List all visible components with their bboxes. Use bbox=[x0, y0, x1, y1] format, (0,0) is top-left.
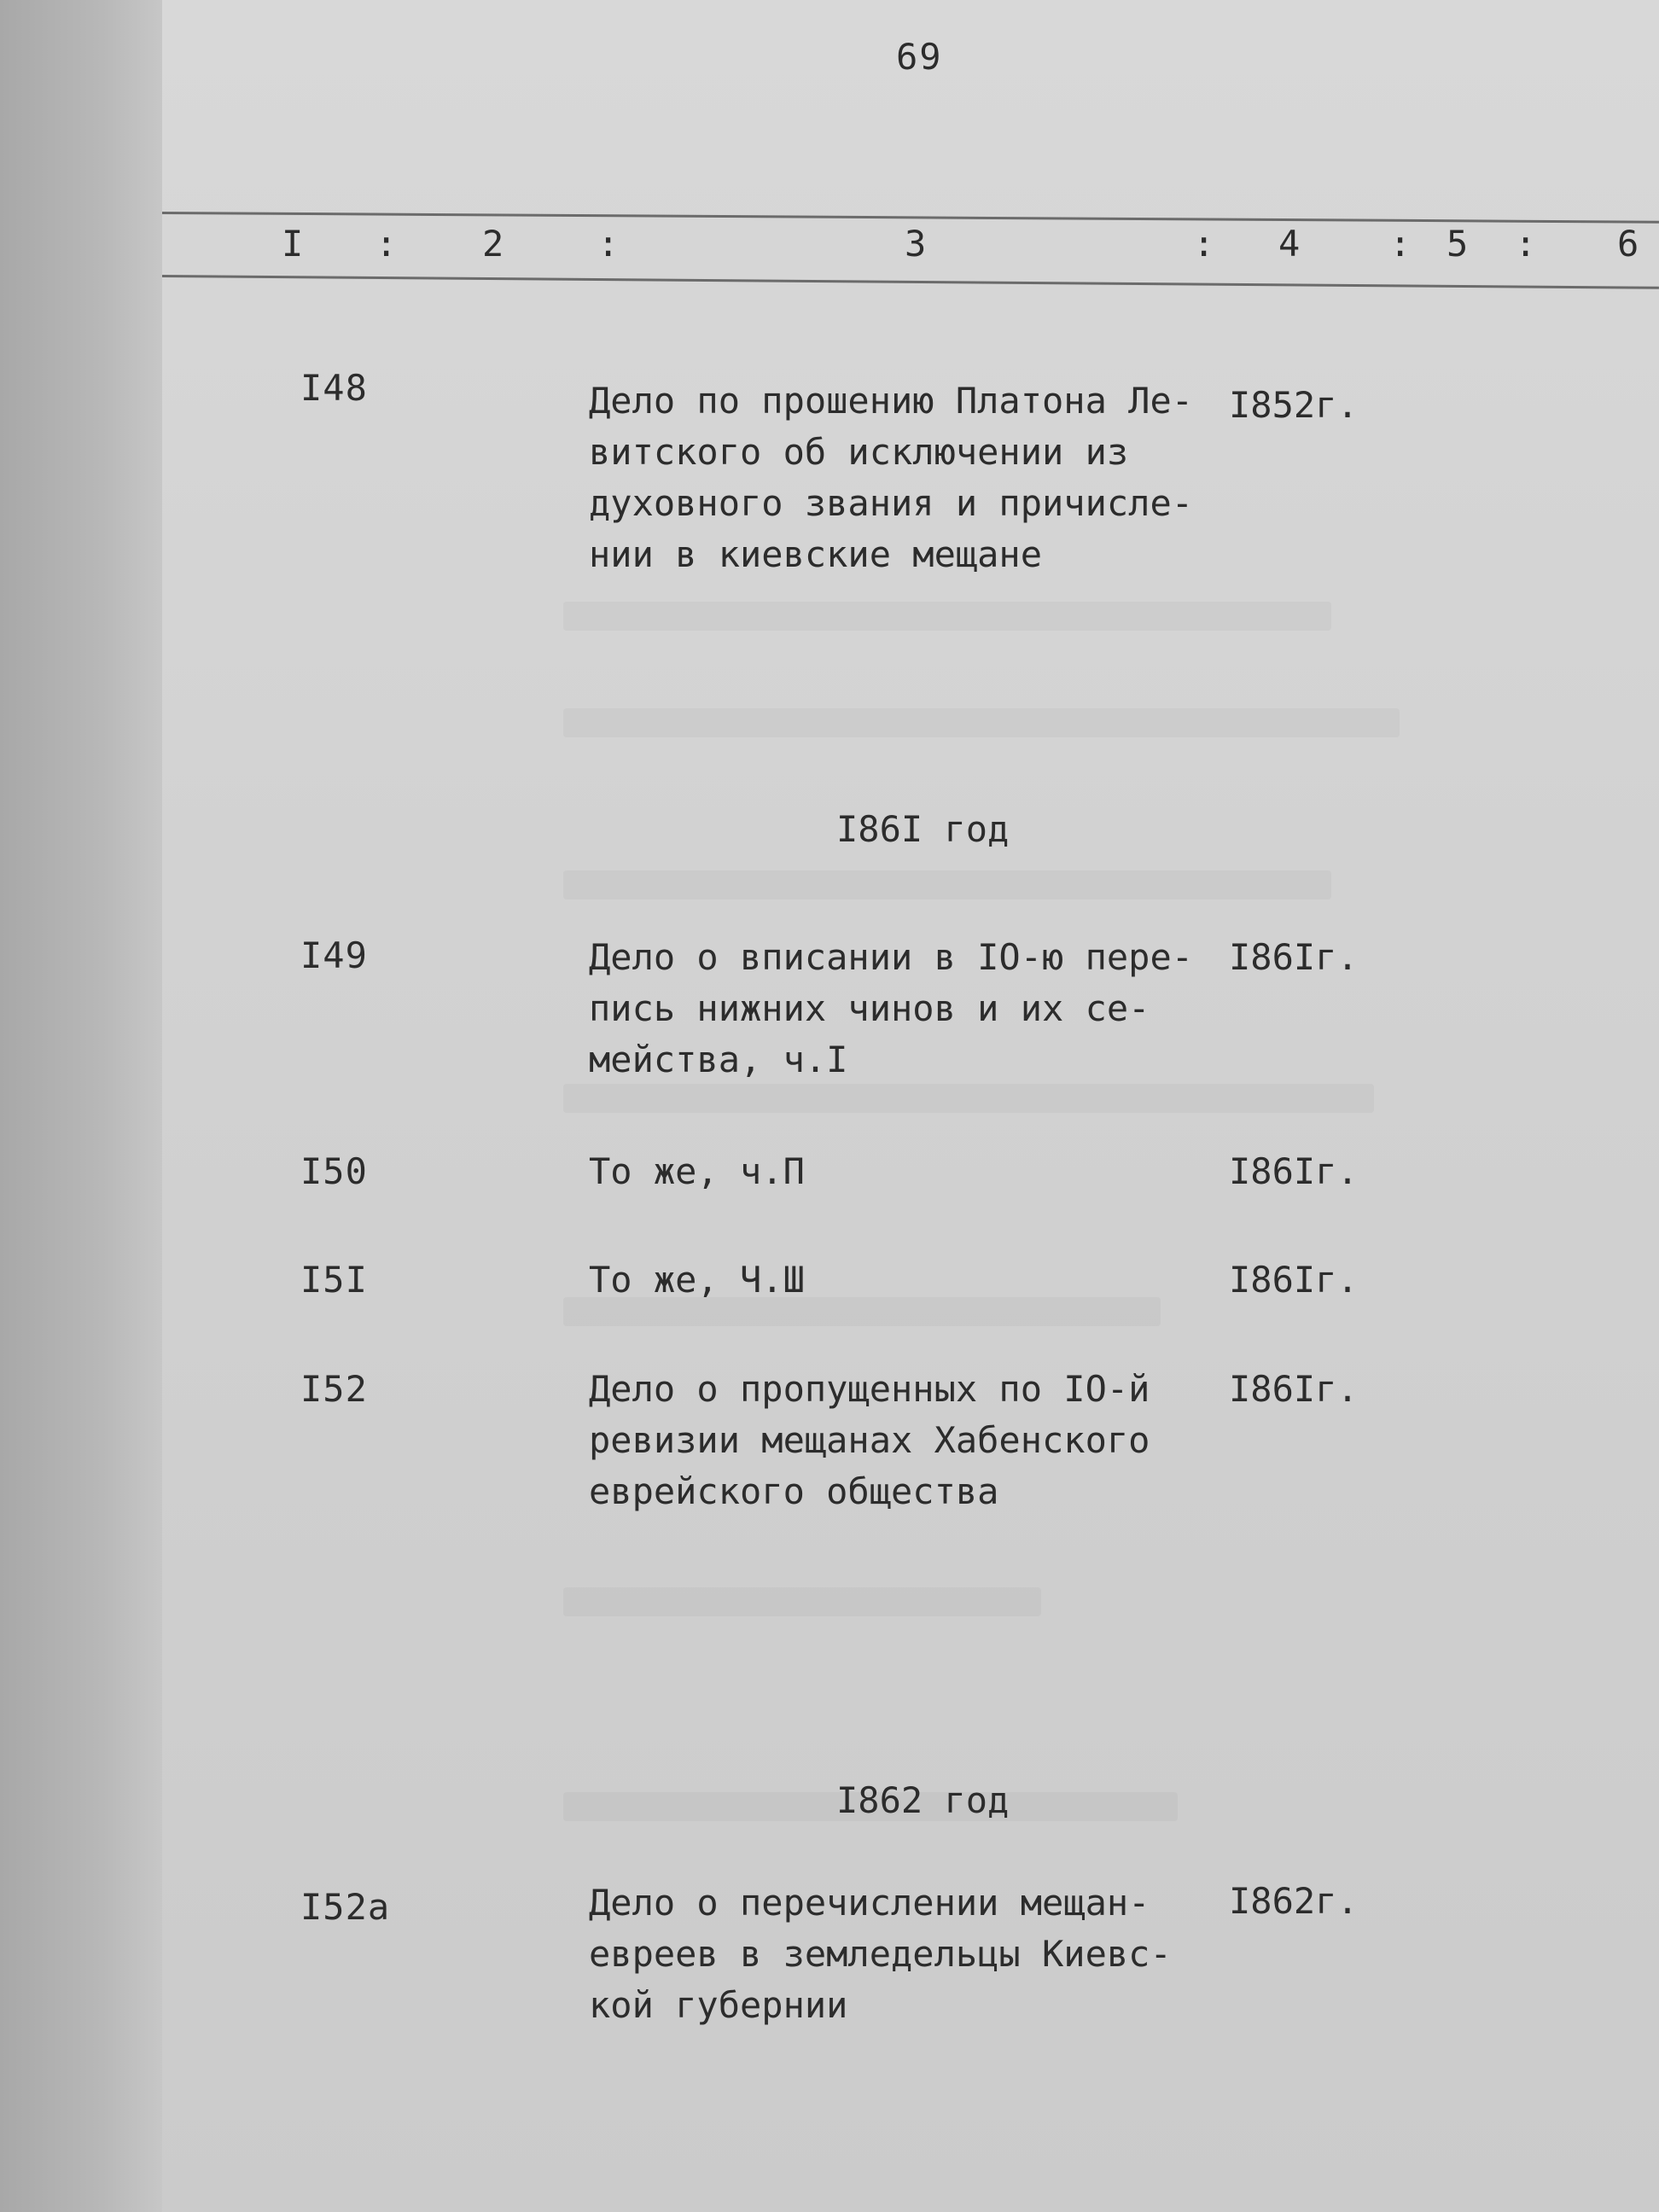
entry-date: I86Iг. bbox=[1229, 1259, 1359, 1301]
entry-date: I86Iг. bbox=[1229, 1150, 1359, 1192]
bleed-through bbox=[563, 1587, 1041, 1616]
bleed-through bbox=[563, 602, 1331, 631]
column-header-2: 2 bbox=[482, 223, 504, 265]
year-heading: I86I год bbox=[836, 808, 1010, 850]
entry-date: I862г. bbox=[1229, 1880, 1359, 1922]
entry-number: I52a bbox=[300, 1886, 391, 1928]
entry-title: Дело о вписании в IO-ю пере- пись нижних чинов и их се- мейства, ч.I bbox=[589, 936, 1194, 1080]
entry-date: I86Iг. bbox=[1229, 936, 1359, 978]
entry-title: То же, ч.П bbox=[589, 1150, 805, 1192]
entry-title: То же, Ч.Ш bbox=[589, 1259, 805, 1301]
column-header-5: 5 bbox=[1447, 223, 1469, 265]
bleed-through bbox=[563, 870, 1331, 899]
bleed-through bbox=[563, 1084, 1374, 1113]
entry-title: Дело о пропущенных по IO-й ревизии мещанах Хабенского еврейского общества bbox=[589, 1368, 1150, 1512]
column-header-6: 6 bbox=[1617, 223, 1639, 265]
column-separator: : bbox=[375, 223, 398, 265]
entry-number: I5I bbox=[300, 1259, 368, 1301]
page-number: 69 bbox=[896, 36, 943, 78]
entry-number: I48 bbox=[300, 367, 368, 409]
page-binding-shadow bbox=[0, 0, 171, 2212]
column-header-1: I bbox=[282, 223, 304, 265]
entry-title: Дело по прошению Платона Ле- витского об исключении из духовного звания и причисле- нии в киевские мещане bbox=[589, 380, 1194, 575]
column-header-4: 4 bbox=[1278, 223, 1301, 265]
column-header-3: 3 bbox=[905, 223, 927, 265]
entry-number: I52 bbox=[300, 1368, 368, 1410]
column-separator: : bbox=[1389, 223, 1412, 265]
column-separator: : bbox=[1515, 223, 1537, 265]
year-heading: I862 год bbox=[836, 1779, 1010, 1821]
column-separator: : bbox=[1193, 223, 1215, 265]
entry-date: I86Iг. bbox=[1229, 1368, 1359, 1410]
entry-date: I852г. bbox=[1229, 384, 1359, 426]
column-separator: : bbox=[597, 223, 620, 265]
entry-number: I49 bbox=[300, 934, 368, 976]
entry-title: Дело о перечислении мещан- евреев в земледельцы Киевс- кой губернии bbox=[589, 1882, 1172, 2026]
bleed-through bbox=[563, 708, 1400, 737]
entry-number: I50 bbox=[300, 1150, 368, 1192]
